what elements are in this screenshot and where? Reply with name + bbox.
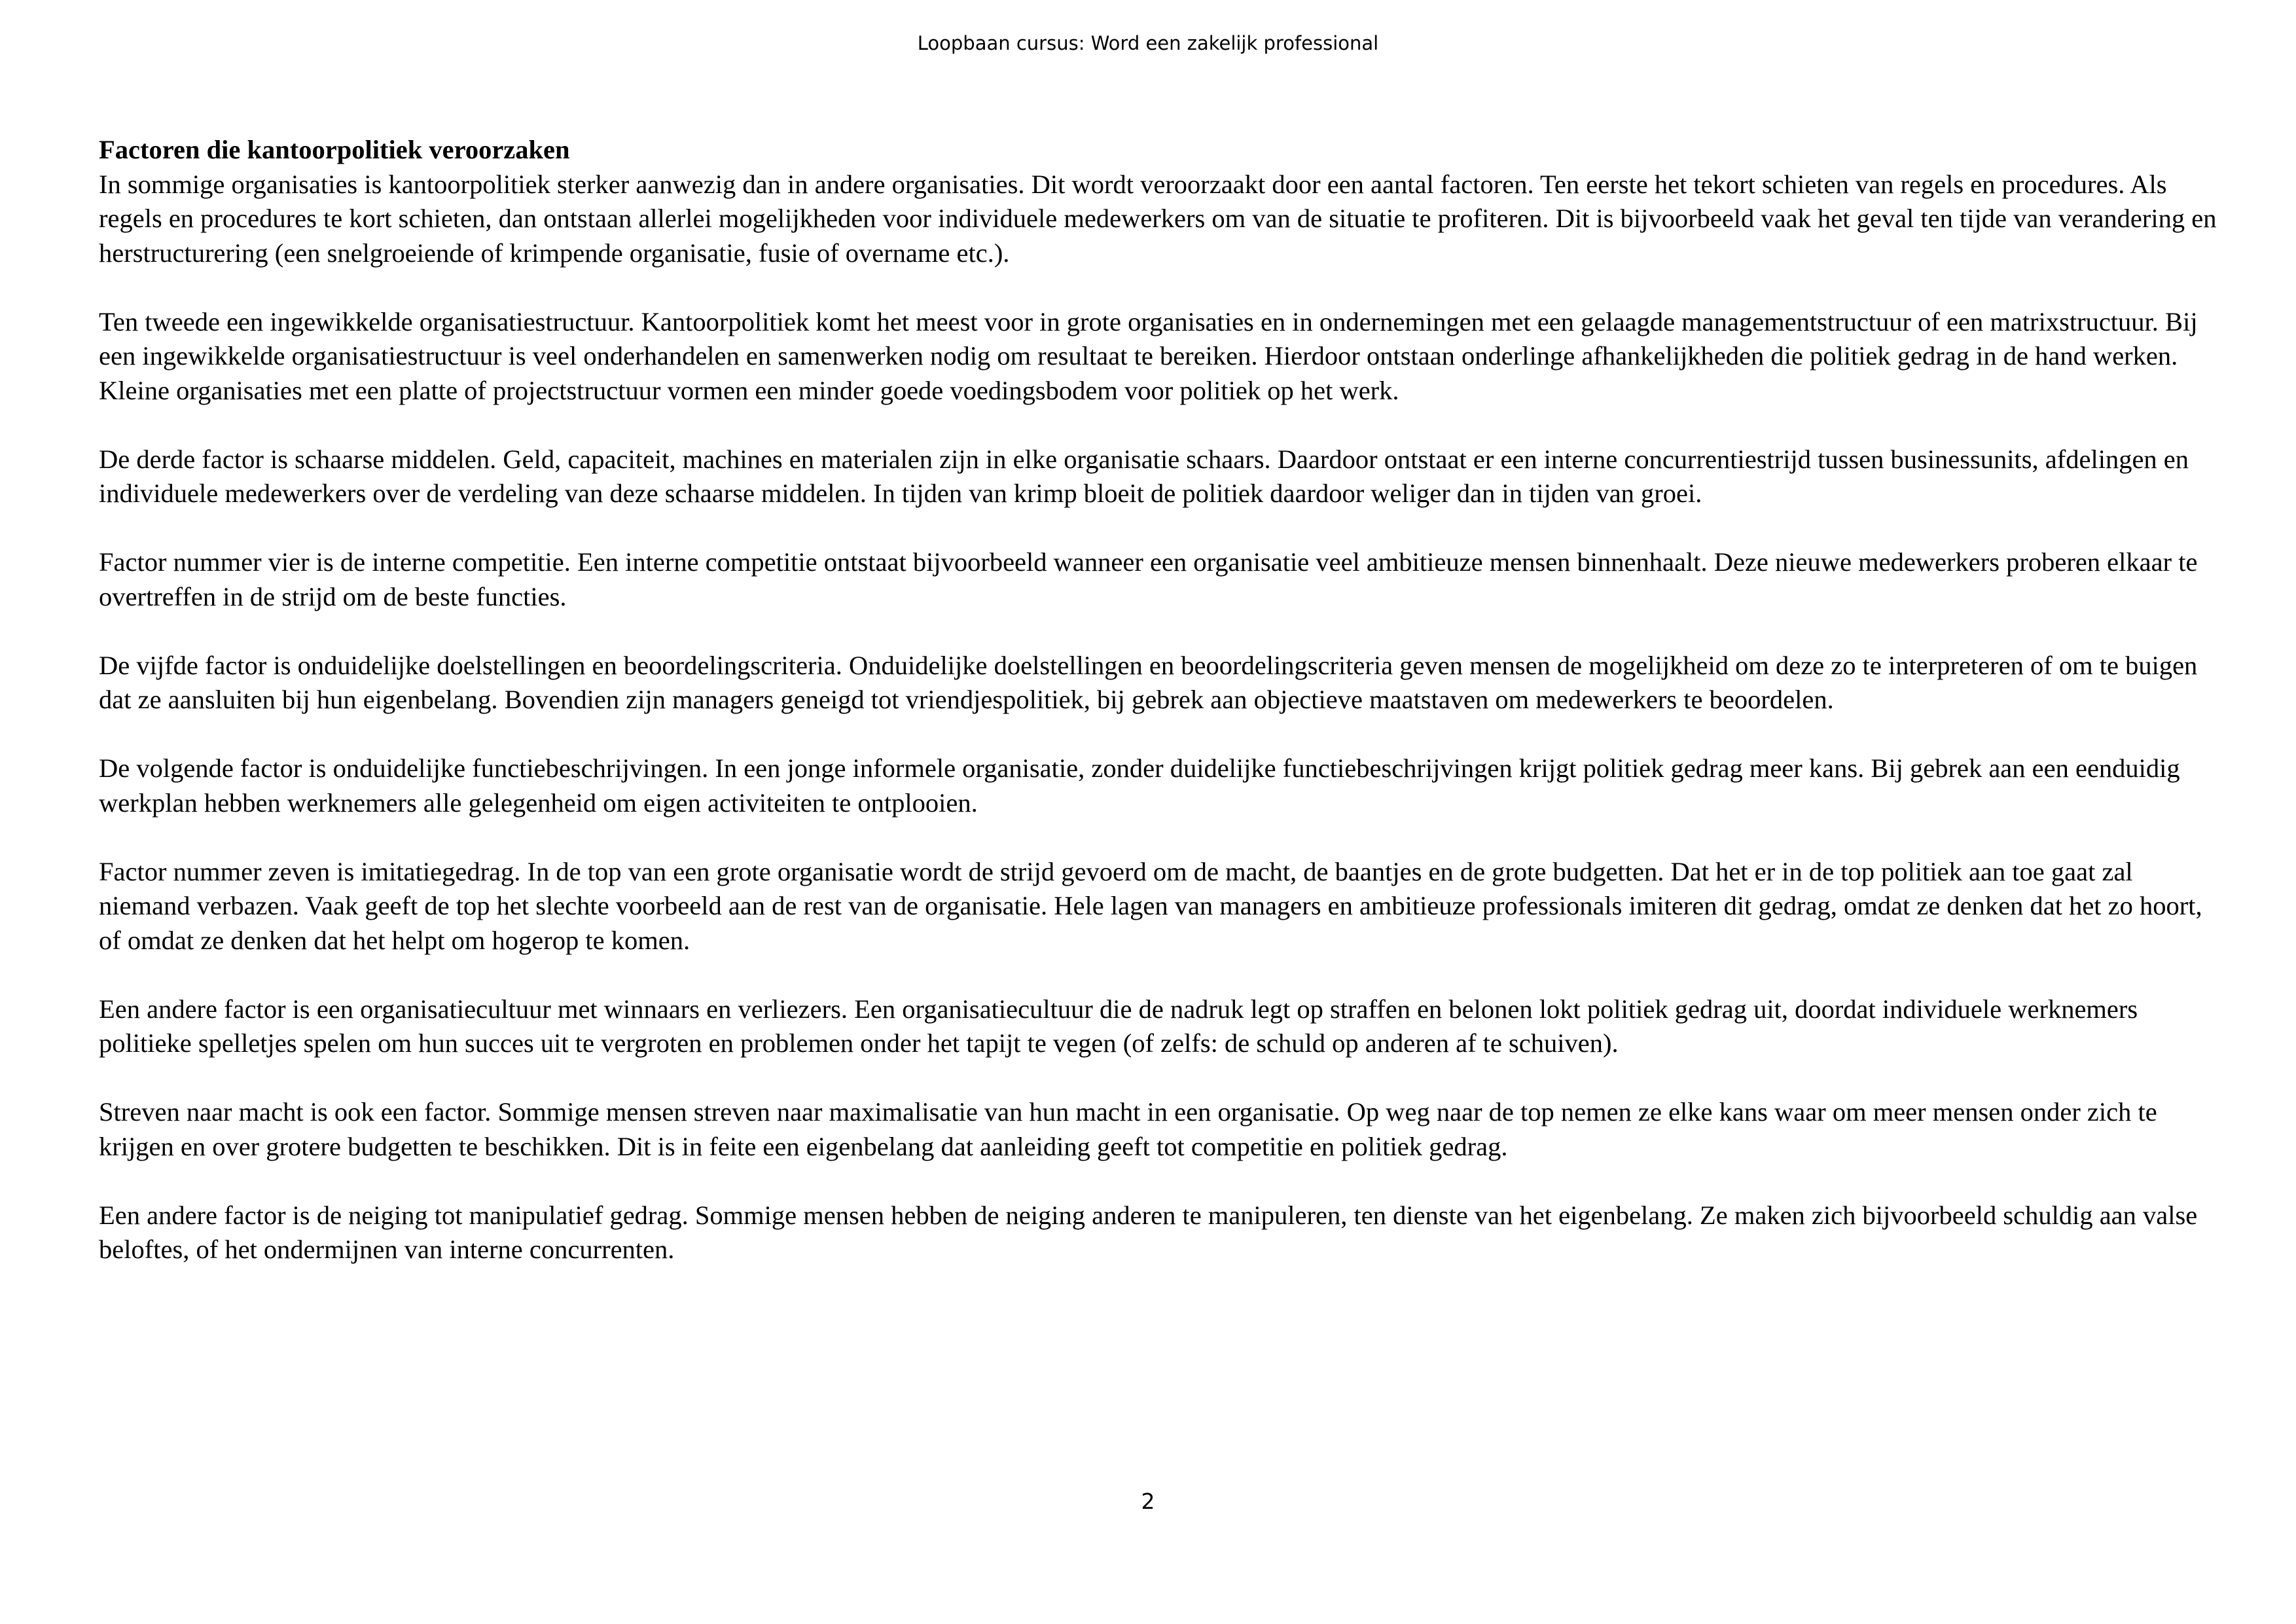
section-heading: Factoren die kantoorpolitiek veroorzaken	[99, 135, 570, 164]
paragraph-6: De volgende factor is onduidelijke functiebeschrijvingen. In een jonge informele organisatie, zonder duidelijke functiebeschrijvingen krijgt politiek gedrag meer kans. Bij gebrek aan een eenduidig werkplan hebben werknemers alle gelegenheid om eigen activiteiten te ontplooien.	[99, 753, 2180, 818]
paragraph-7: Factor nummer zeven is imitatiegedrag. In de top van een grote organisatie wordt de strijd gevoerd om de macht, de baantjes en de grote budgetten. Dat het er in de top politiek aan toe gaat zal niemand verbazen. Vaak geeft de top het slechte voorbeeld aan de rest van de organisatie. Hele lagen van managers en ambitieuze professionals imiteren dit gedrag, omdat ze denken dat het zo hoort, of omdat ze denken dat het helpt om hogerop te komen.	[99, 856, 2202, 955]
paragraph-5: De vijfde factor is onduidelijke doelstellingen en beoordelingscriteria. Onduidelijke doelstellingen en beoordelingscriteria geven mensen de mogelijkheid om deze zo te interpreteren of om te buigen dat ze aansluiten bij hun eigenbelang. Bovendien zijn managers geneigd tot vriendjespolitiek, bij gebrek aan objectieve maatstaven om medewerkers te beoordelen.	[99, 650, 2198, 714]
paragraph-8: Een andere factor is een organisatiecultuur met winnaars en verliezers. Een organisatiecultuur die de nadruk legt op straffen en belonen lokt politiek gedrag uit, doordat individuele werknemers politieke spelletjes spelen om hun succes uit te vergroten en problemen onder het tapijt te vegen (of zelfs: de schuld op anderen af te schuiven).	[99, 994, 2138, 1058]
page-number: 2	[1141, 1489, 1155, 1514]
paragraph-10: Een andere factor is de neiging tot manipulatief gedrag. Sommige mensen hebben de neiging anderen te manipuleren, ten dienste van het eigenbelang. Ze maken zich bijvoorbeeld schuldig aan valse beloftes, of het ondermijnen van interne concurrenten.	[99, 1200, 2198, 1264]
paragraph-9: Streven naar macht is ook een factor. Sommige mensen streven naar maximalisatie van hun macht in een organisatie. Op weg naar de top nemen ze elke kans waar om meer mensen onder zich te krijgen en over grotere budgetten te beschikken. Dit is in feite een eigenbelang dat aanleiding geeft tot competitie en politiek gedrag.	[99, 1097, 2157, 1161]
page-header: Loopbaan cursus: Word een zakelijk professional	[917, 32, 1379, 54]
paragraph-2: Ten tweede een ingewikkelde organisatiestructuur. Kantoorpolitiek komt het meest voor in grote organisaties en in ondernemingen met een gelaagde managementstructuur of een matrixstructuur. Bij een ingewikkelde organisatiestructuur is veel onderhandelen en samenwerken nodig om resultaat te bereiken. Hierdoor ontstaan onderlinge afhankelijkheden die politiek gedrag in de hand werken. Kleine organisaties met een platte of projectstructuur vormen een minder goede voedingsbodem voor politiek op het werk.	[99, 306, 2198, 405]
paragraph-4: Factor nummer vier is de interne competitie. Een interne competitie ontstaat bijvoorbeeld wanneer een organisatie veel ambitieuze mensen binnenhaalt. Deze nieuwe medewerkers proberen elkaar te overtreffen in de strijd om de beste functies.	[99, 547, 2198, 611]
paragraph-3: De derde factor is schaarse middelen. Geld, capaciteit, machines en materialen zijn in elke organisatie schaars. Daardoor ontstaat er een interne concurrentiestrijd tussen businessunits, afdelingen en individuele medewerkers over de verdeling van deze schaarse middelen. In tijden van krimp bloeit de politiek daardoor weliger dan in tijden van groei.	[99, 444, 2189, 508]
document-body	[99, 133, 2226, 1267]
paragraph-1: In sommige organisaties is kantoorpolitiek sterker aanwezig dan in andere organisaties. Dit wordt veroorzaakt door een aantal factoren. Ten eerste het tekort schieten van regels en procedures. Als regels en procedures te kort schieten, dan ontstaan allerlei mogelijkheden voor individuele medewerkers om van de situatie te profiteren. Dit is bijvoorbeeld vaak het geval ten tijde van verandering en herstructurering (een snelgroeiende of krimpende organisatie, fusie of overname etc.).	[99, 169, 2217, 268]
